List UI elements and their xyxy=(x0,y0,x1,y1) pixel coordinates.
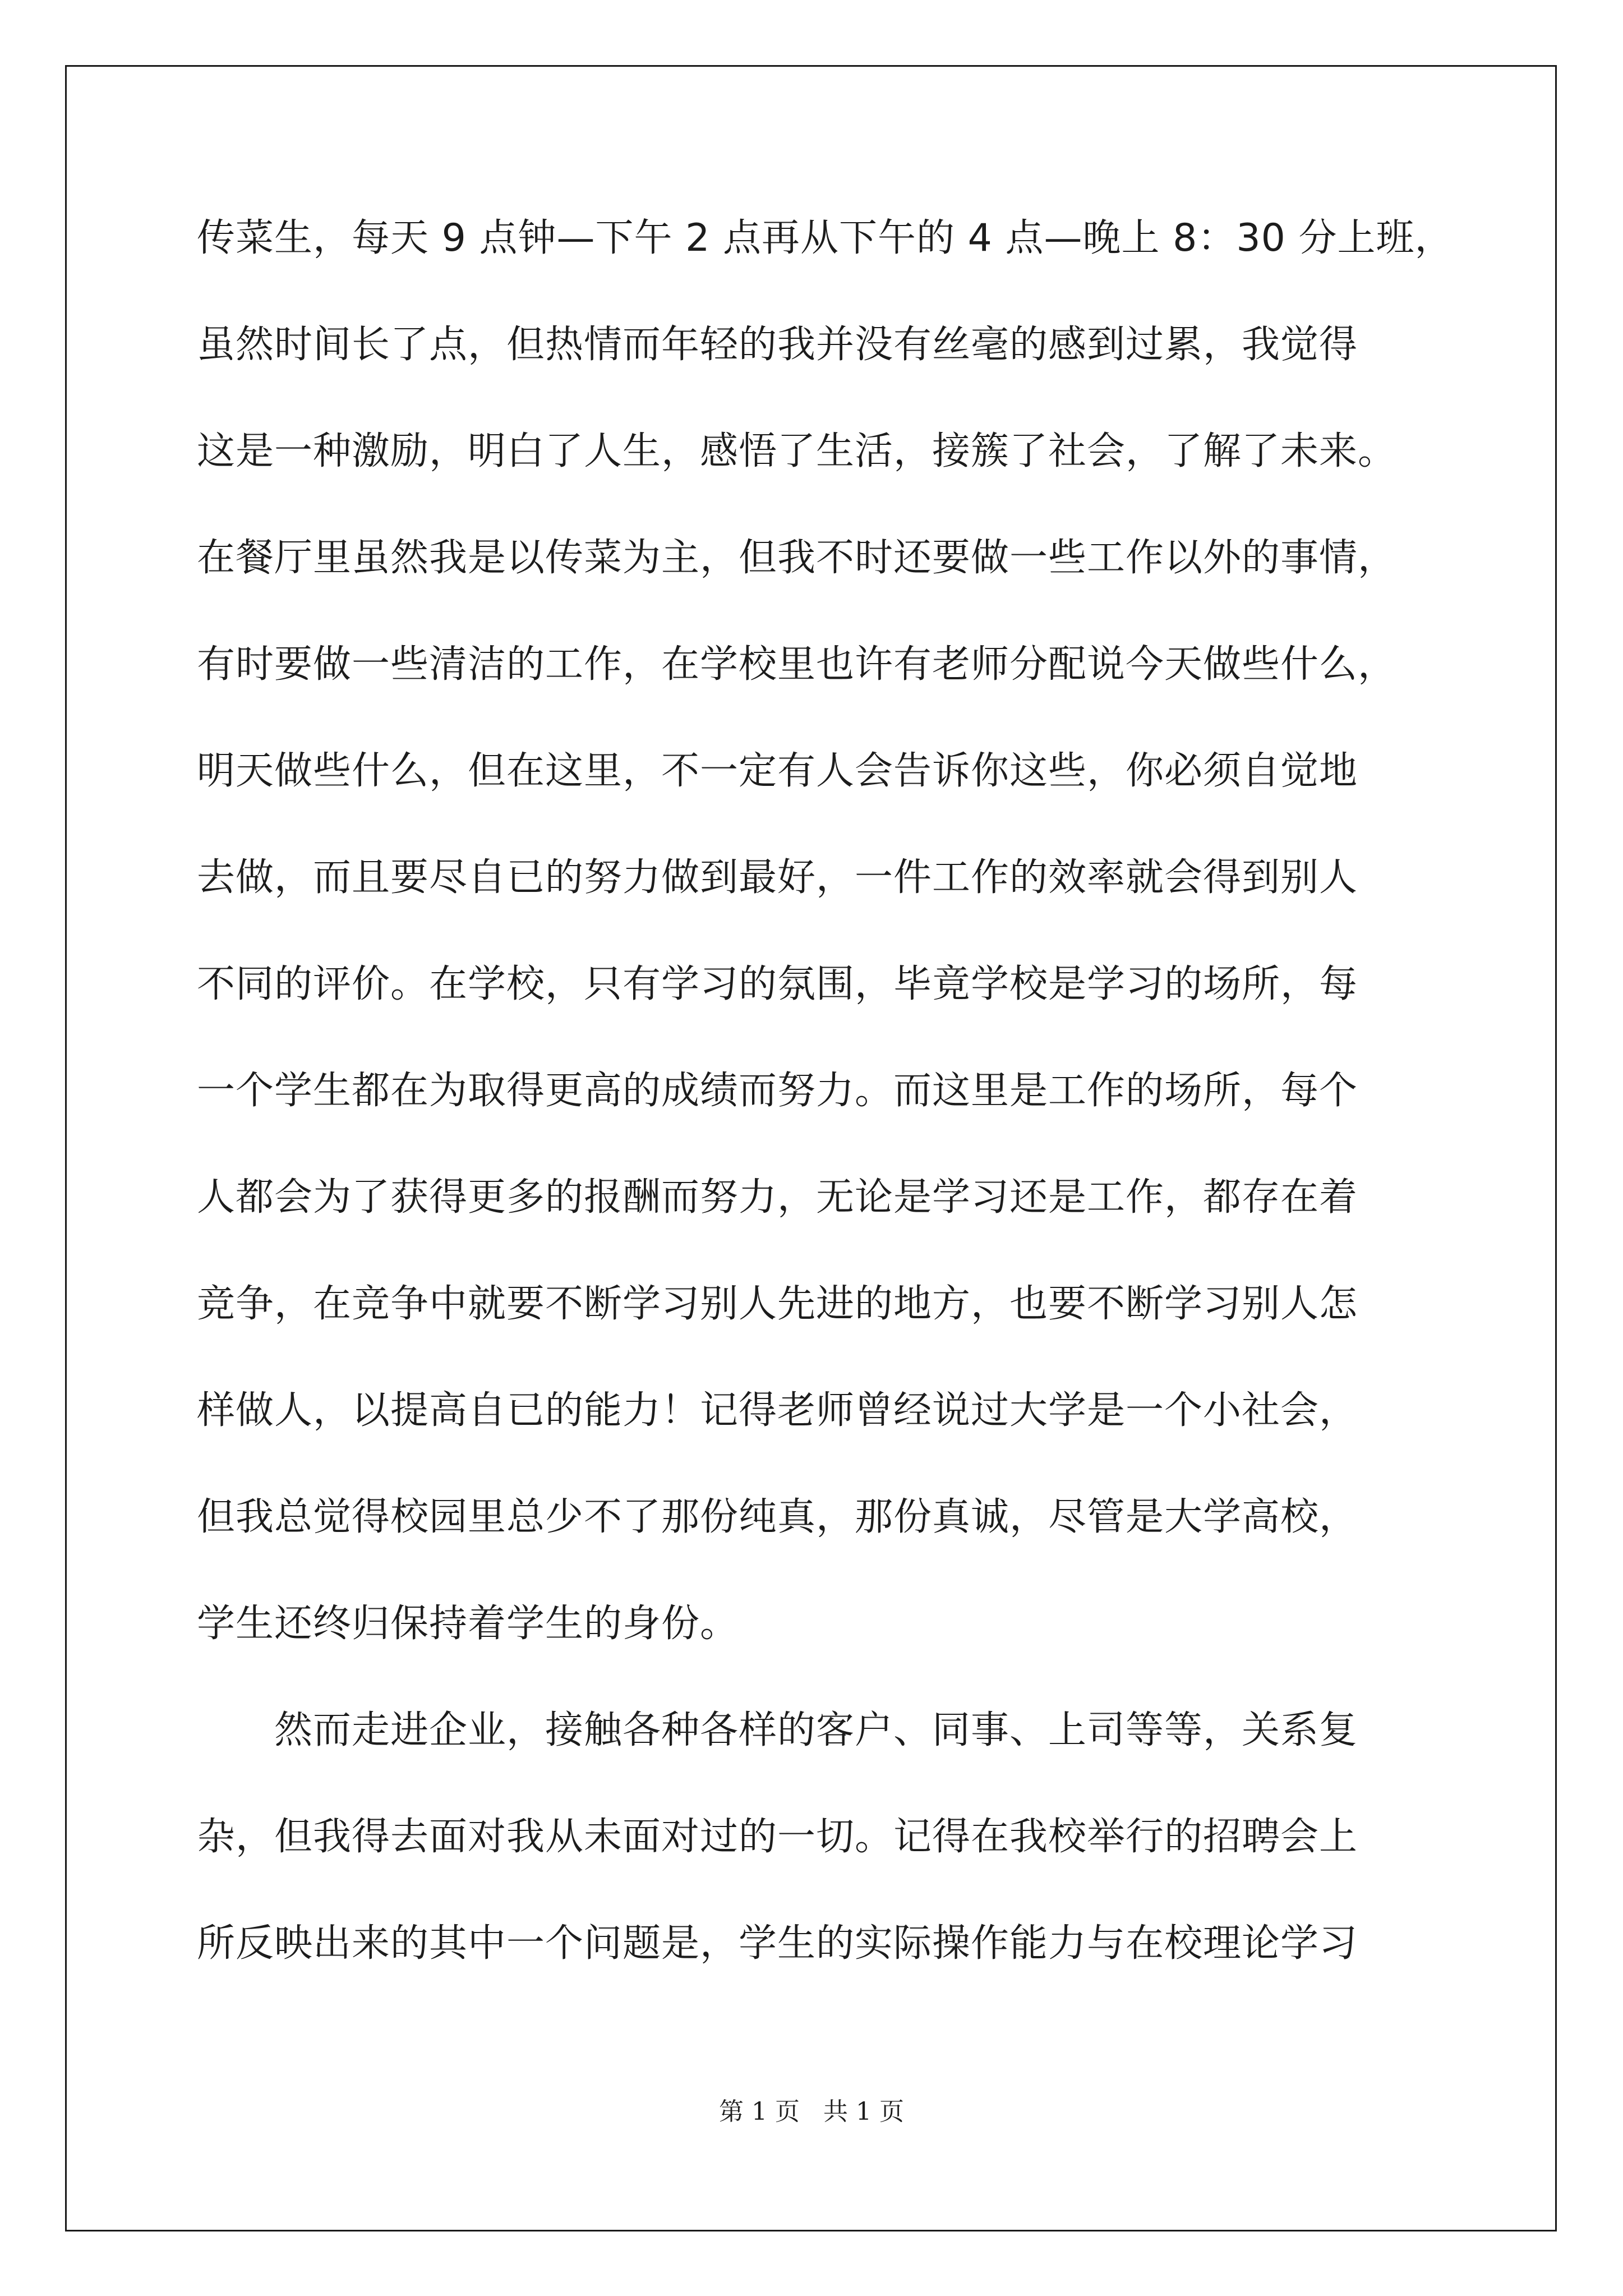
text-line: 但我总觉得校园里总少不了那份纯真，那份真诚，尽管是大学高校， xyxy=(197,1495,1358,1539)
paragraph-start-line: 然而走进企业，接触各种各样的客户、同事、上司等等，关系复 xyxy=(197,1708,1358,1752)
text-line: 虽然时间长了点，但热情而年轻的我并没有丝毫的感到过累，我觉得 xyxy=(197,323,1358,367)
text-line: 样做人，以提高自已的能力！记得老师曾经说过大学是一个小社会， xyxy=(197,1388,1358,1433)
text-line: 在餐厅里虽然我是以传菜为主，但我不时还要做一些工作以外的事情， xyxy=(197,536,1397,580)
text-line: 人都会为了获得更多的报酬而努力，无论是学习还是工作，都存在着 xyxy=(197,1175,1358,1220)
text-line: 杂，但我得去面对我从未面对过的一切。记得在我校举行的招聘会上 xyxy=(197,1815,1358,1859)
text-line: 去做，而且要尽自已的努力做到最好，一件工作的效率就会得到别人 xyxy=(197,855,1358,900)
text-line: 传菜生，每天 9 点钟—下午 2 点再从下午的 4 点—晚上 8：30 分上班， xyxy=(197,216,1454,260)
document-body xyxy=(197,216,1454,2028)
text-line: 一个学生都在为取得更高的成绩而努力。而这里是工作的场所，每个 xyxy=(197,1069,1358,1113)
text-line: 学生还终归保持着学生的身份。 xyxy=(197,1602,739,1646)
text-line: 所反映出来的其中一个问题是，学生的实际操作能力与在校理论学习 xyxy=(197,1921,1358,1966)
text-line: 有时要做一些清洁的工作，在学校里也许有老师分配说今天做些什么， xyxy=(197,642,1397,687)
text-line: 竞争，在竞争中就要不断学习别人先进的地方，也要不断学习别人怎 xyxy=(197,1282,1358,1326)
page-number-footer: 第 1 页 共 1 页 xyxy=(719,2097,904,2126)
text-line: 不同的评价。在学校，只有学习的氛围，毕竟学校是学习的场所，每 xyxy=(197,962,1358,1006)
text-line: 这是一种激励，明白了人生，感悟了生活，接簇了社会，了解了未来。 xyxy=(197,429,1397,473)
text-line: 明天做些什么，但在这里，不一定有人会告诉你这些，你必须自觉地 xyxy=(197,749,1358,793)
